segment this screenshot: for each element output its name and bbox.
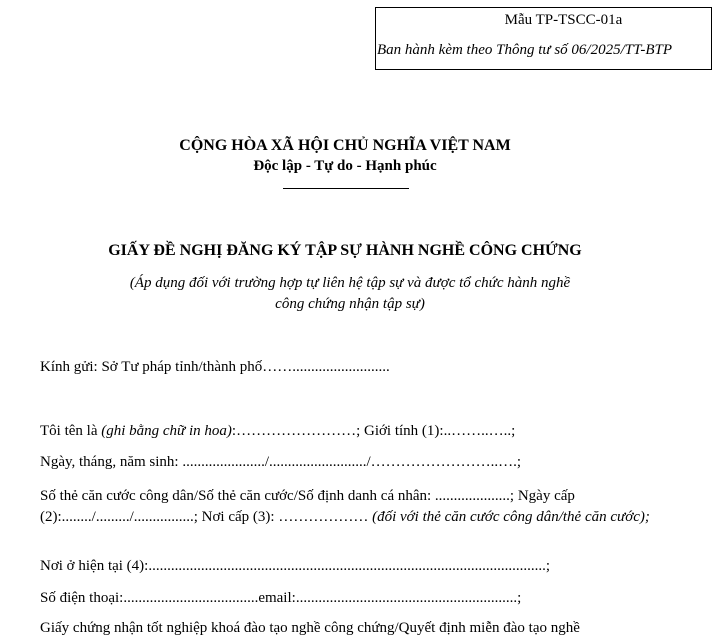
id-text: Số thẻ căn cước công dân/Số thẻ căn cước/Số định danh cá nhân: ....................; Ngày cấp (2):......../........./................; Nơi cấp (3): ……………… bbox=[40, 488, 575, 525]
nation-name: CỘNG HÒA XÃ HỘI CHỦ NGHĨA VIỆT NAM bbox=[179, 137, 511, 154]
cut-off-line: Giấy chứng nhận tốt nghiệp khoá đào tạo nghề công chứng/Quyết định miễn đào tạo nghề bbox=[40, 620, 580, 636]
subtitle-line-2: công chứng nhận tập sự) bbox=[275, 296, 425, 312]
id-line bbox=[40, 486, 690, 528]
phone-line: Số điện thoại:....................................email:...........................................................; bbox=[40, 590, 522, 606]
name-line bbox=[40, 423, 515, 440]
document-subtitle bbox=[60, 273, 640, 315]
form-code-box bbox=[375, 7, 712, 70]
issued-note: Ban hành kèm theo Thông tư số 06/2025/TT-BTP bbox=[377, 42, 672, 58]
form-code: Mẫu TP-TSCC-01a bbox=[504, 12, 623, 28]
address-line: Nơi ở hiện tại (4):..........................................................................................................; bbox=[40, 558, 551, 574]
subtitle-line-1: (Áp dụng đối với trường hợp tự liên hệ tập sự và được tổ chức hành nghề bbox=[129, 275, 571, 291]
dob-line: Ngày, tháng, năm sinh: ....................../........................../……………………..….; bbox=[40, 454, 522, 470]
id-hint: (đối với thẻ căn cước công dân/thẻ căn cước); bbox=[372, 509, 650, 525]
name-fill: :……………………; Giới tính (1):..……..…..; bbox=[231, 423, 516, 439]
document-title: GIẤY ĐỀ NGHỊ ĐĂNG KÝ TẬP SỰ HÀNH NGHỀ CÔNG CHỨNG bbox=[108, 242, 582, 259]
national-motto: Độc lập - Tự do - Hạnh phúc bbox=[253, 158, 437, 174]
name-label: Tôi tên là bbox=[40, 423, 102, 439]
name-hint: (ghi bằng chữ in hoa) bbox=[101, 423, 232, 439]
motto-underline bbox=[283, 188, 409, 189]
recipient-line: Kính gửi: Sở Tư pháp tỉnh/thành phố…….......................... bbox=[40, 359, 390, 375]
